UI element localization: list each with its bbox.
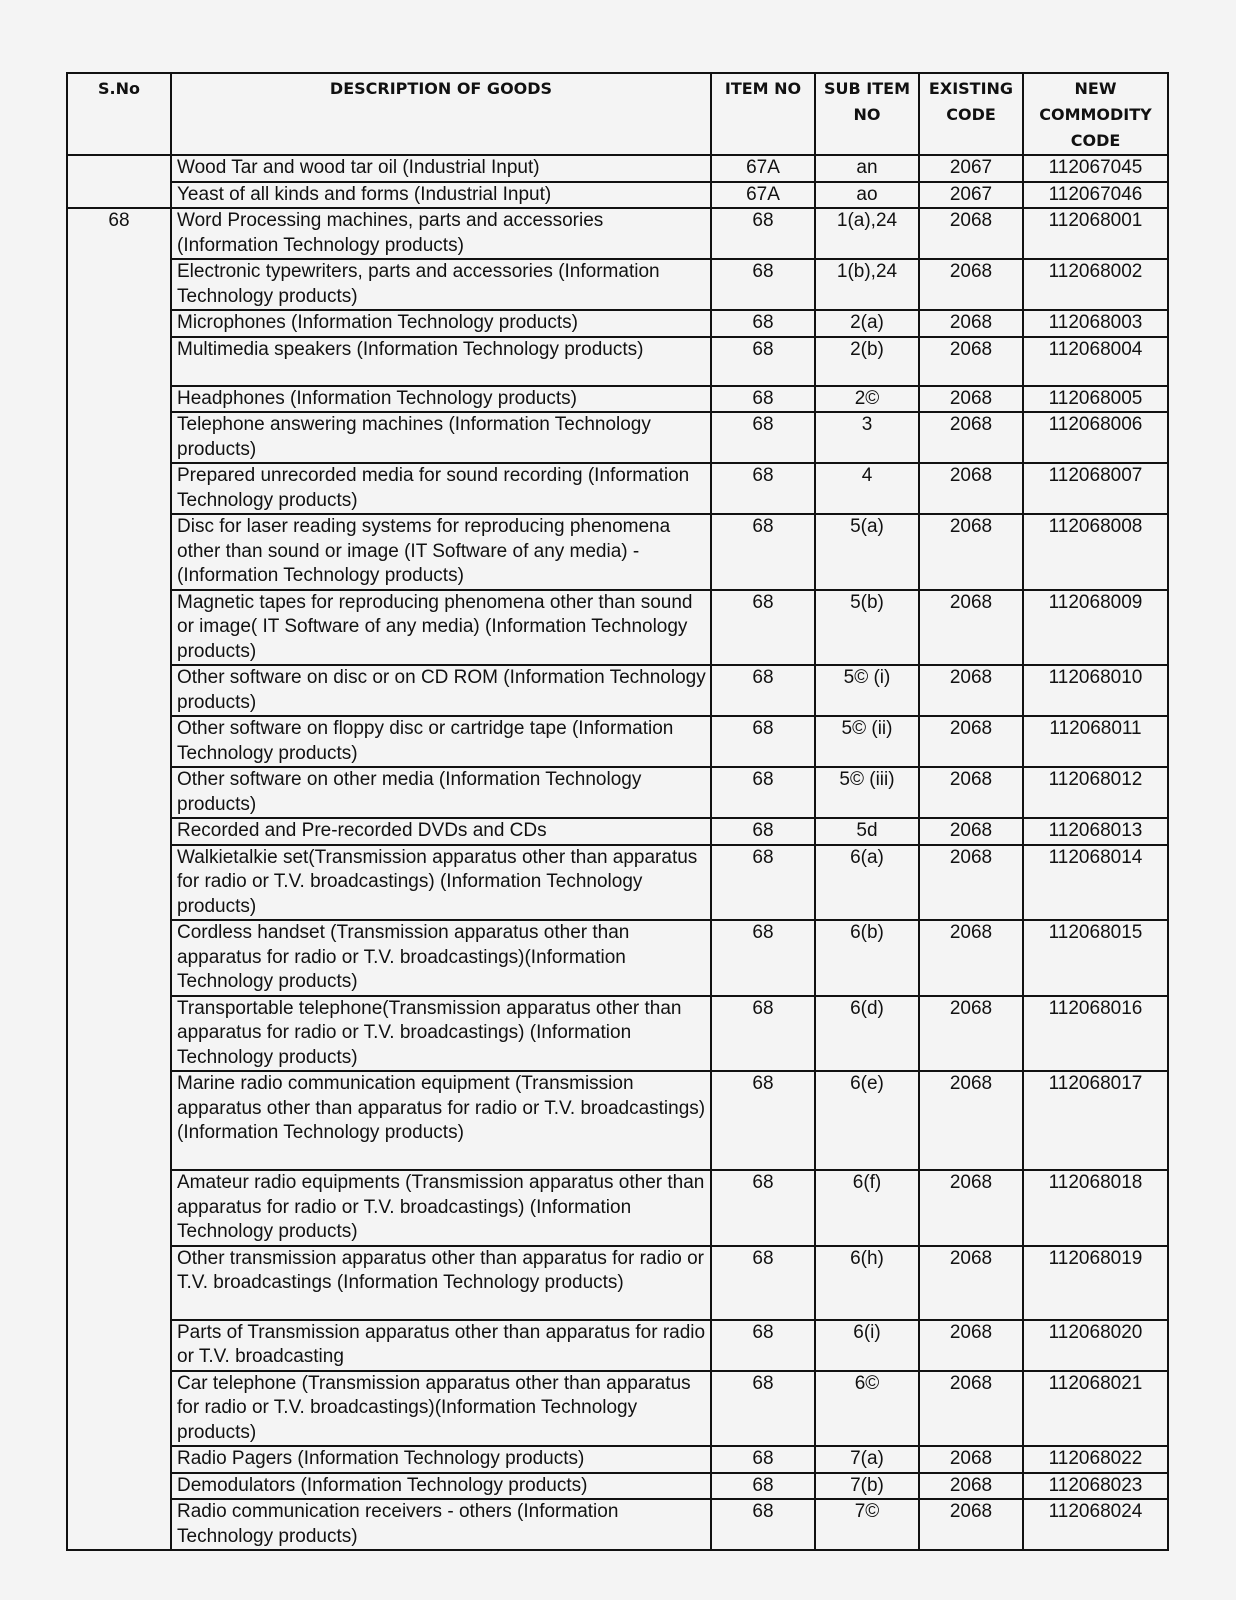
cell-description: Telephone answering machines (Information Technology products) <box>171 412 711 463</box>
table-row <box>67 767 1168 818</box>
cell-new-commodity-code: 112068002 <box>1023 259 1168 310</box>
table-row <box>67 412 1168 463</box>
table-row <box>67 1499 1168 1550</box>
table-row <box>67 386 1168 413</box>
cell-sno <box>67 716 171 767</box>
cell-item-no: 68 <box>711 259 815 310</box>
cell-new-commodity-code: 112068011 <box>1023 716 1168 767</box>
cell-item-no: 68 <box>711 337 815 386</box>
cell-existing-code: 2068 <box>919 208 1023 259</box>
cell-item-no: 68 <box>711 665 815 716</box>
header-existing-code: EXISTING CODE <box>919 73 1023 155</box>
cell-description: Wood Tar and wood tar oil (Industrial Input) <box>171 155 711 182</box>
cell-existing-code: 2068 <box>919 1371 1023 1447</box>
cell-sno <box>67 996 171 1072</box>
cell-new-commodity-code: 112068004 <box>1023 337 1168 386</box>
cell-sub-item-no: 1(a),24 <box>815 208 919 259</box>
cell-existing-code: 2068 <box>919 412 1023 463</box>
cell-new-commodity-code: 112068019 <box>1023 1246 1168 1320</box>
cell-existing-code: 2068 <box>919 1446 1023 1473</box>
cell-new-commodity-code: 112068006 <box>1023 412 1168 463</box>
cell-description: Amateur radio equipments (Transmission apparatus other than apparatus for radio or T.V. broadcastings) (Information Technology products) <box>171 1170 711 1246</box>
cell-new-commodity-code: 112068001 <box>1023 208 1168 259</box>
commodity-code-table-sheet <box>66 72 1167 1551</box>
header-new-commodity-code: NEW COMMODITY CODE <box>1023 73 1168 155</box>
cell-item-no: 68 <box>711 1320 815 1371</box>
cell-item-no: 68 <box>711 716 815 767</box>
cell-description: Marine radio communication equipment (Transmission apparatus other than apparatus for radio or T.V. broadcastings) (Information Technology products) <box>171 1071 711 1170</box>
cell-description: Multimedia speakers (Information Technology products) <box>171 337 711 386</box>
cell-new-commodity-code: 112068015 <box>1023 920 1168 996</box>
cell-item-no: 68 <box>711 386 815 413</box>
table-row <box>67 1170 1168 1246</box>
cell-new-commodity-code: 112068008 <box>1023 514 1168 590</box>
cell-item-no: 68 <box>711 767 815 818</box>
cell-sno <box>67 412 171 463</box>
cell-description: Other transmission apparatus other than apparatus for radio or T.V. broadcastings (Information Technology products) <box>171 1246 711 1320</box>
cell-sno <box>67 386 171 413</box>
cell-existing-code: 2068 <box>919 767 1023 818</box>
cell-sub-item-no: 2(b) <box>815 337 919 386</box>
cell-sub-item-no: 6(f) <box>815 1170 919 1246</box>
cell-description: Yeast of all kinds and forms (Industrial Input) <box>171 182 711 209</box>
cell-description: Headphones (Information Technology products) <box>171 386 711 413</box>
cell-description: Other software on other media (Information Technology products) <box>171 767 711 818</box>
cell-item-no: 68 <box>711 1473 815 1500</box>
cell-new-commodity-code: 112068016 <box>1023 996 1168 1072</box>
cell-new-commodity-code: 112068021 <box>1023 1371 1168 1447</box>
cell-item-no: 67A <box>711 155 815 182</box>
cell-sub-item-no: 1(b),24 <box>815 259 919 310</box>
cell-item-no: 68 <box>711 920 815 996</box>
cell-item-no: 68 <box>711 208 815 259</box>
table-row <box>67 996 1168 1072</box>
cell-new-commodity-code: 112068020 <box>1023 1320 1168 1371</box>
cell-new-commodity-code: 112068017 <box>1023 1071 1168 1170</box>
table-body <box>67 155 1168 1550</box>
cell-existing-code: 2068 <box>919 920 1023 996</box>
cell-description: Electronic typewriters, parts and accessories (Information Technology products) <box>171 259 711 310</box>
cell-sno <box>67 337 171 386</box>
table-row <box>67 208 1168 259</box>
cell-sub-item-no: an <box>815 155 919 182</box>
cell-existing-code: 2067 <box>919 155 1023 182</box>
cell-existing-code: 2068 <box>919 1473 1023 1500</box>
table-row <box>67 1446 1168 1473</box>
cell-sno <box>67 514 171 590</box>
cell-sub-item-no: 5© (iii) <box>815 767 919 818</box>
cell-new-commodity-code: 112067045 <box>1023 155 1168 182</box>
cell-existing-code: 2068 <box>919 310 1023 337</box>
cell-new-commodity-code: 112068012 <box>1023 767 1168 818</box>
cell-existing-code: 2068 <box>919 590 1023 666</box>
cell-item-no: 68 <box>711 1446 815 1473</box>
cell-description: Walkietalkie set(Transmission apparatus other than apparatus for radio or T.V. broadcastings) (Information Technology products) <box>171 845 711 921</box>
table-row <box>67 182 1168 209</box>
cell-existing-code: 2068 <box>919 1246 1023 1320</box>
cell-sub-item-no: 5(a) <box>815 514 919 590</box>
cell-existing-code: 2068 <box>919 1499 1023 1550</box>
cell-sno <box>67 665 171 716</box>
cell-sno <box>67 259 171 310</box>
cell-new-commodity-code: 112068007 <box>1023 463 1168 514</box>
cell-description: Radio communication receivers - others (Information Technology products) <box>171 1499 711 1550</box>
cell-description: Microphones (Information Technology products) <box>171 310 711 337</box>
cell-description: Radio Pagers (Information Technology products) <box>171 1446 711 1473</box>
table-row <box>67 590 1168 666</box>
cell-description: Other software on floppy disc or cartridge tape (Information Technology products) <box>171 716 711 767</box>
cell-sno <box>67 1170 171 1246</box>
header-sub-item-no: SUB ITEM NO <box>815 73 919 155</box>
cell-sub-item-no: 4 <box>815 463 919 514</box>
cell-sno <box>67 1499 171 1550</box>
cell-item-no: 68 <box>711 845 815 921</box>
cell-description: Magnetic tapes for reproducing phenomena other than sound or image( IT Software of any media) (Information Technology products) <box>171 590 711 666</box>
cell-item-no: 67A <box>711 182 815 209</box>
cell-description: Other software on disc or on CD ROM (Information Technology products) <box>171 665 711 716</box>
cell-sno <box>67 920 171 996</box>
cell-existing-code: 2067 <box>919 182 1023 209</box>
cell-existing-code: 2068 <box>919 845 1023 921</box>
cell-existing-code: 2068 <box>919 463 1023 514</box>
cell-existing-code: 2068 <box>919 337 1023 386</box>
cell-sub-item-no: 5(b) <box>815 590 919 666</box>
cell-description: Word Processing machines, parts and accessories (Information Technology products) <box>171 208 711 259</box>
cell-sno <box>67 1473 171 1500</box>
cell-description: Transportable telephone(Transmission apparatus other than apparatus for radio or T.V. broadcastings) (Information Technology products) <box>171 996 711 1072</box>
cell-sno <box>67 845 171 921</box>
cell-new-commodity-code: 112068013 <box>1023 818 1168 845</box>
cell-sno <box>67 1371 171 1447</box>
cell-sub-item-no: 6(a) <box>815 845 919 921</box>
table-row <box>67 716 1168 767</box>
cell-existing-code: 2068 <box>919 386 1023 413</box>
cell-existing-code: 2068 <box>919 259 1023 310</box>
cell-new-commodity-code: 112068003 <box>1023 310 1168 337</box>
cell-item-no: 68 <box>711 1170 815 1246</box>
cell-item-no: 68 <box>711 463 815 514</box>
cell-sub-item-no: 6(d) <box>815 996 919 1072</box>
cell-existing-code: 2068 <box>919 996 1023 1072</box>
cell-sno <box>67 182 171 209</box>
cell-item-no: 68 <box>711 1371 815 1447</box>
cell-description: Recorded and Pre-recorded DVDs and CDs <box>171 818 711 845</box>
cell-item-no: 68 <box>711 412 815 463</box>
cell-new-commodity-code: 112068005 <box>1023 386 1168 413</box>
header-description: DESCRIPTION OF GOODS <box>171 73 711 155</box>
cell-new-commodity-code: 112068014 <box>1023 845 1168 921</box>
cell-sub-item-no: 7© <box>815 1499 919 1550</box>
cell-item-no: 68 <box>711 1246 815 1320</box>
table-row <box>67 920 1168 996</box>
cell-existing-code: 2068 <box>919 1170 1023 1246</box>
cell-sub-item-no: 3 <box>815 412 919 463</box>
cell-sno <box>67 155 171 182</box>
cell-sub-item-no: 5© (i) <box>815 665 919 716</box>
header-item-no: ITEM NO <box>711 73 815 155</box>
table-row <box>67 845 1168 921</box>
table-row <box>67 1071 1168 1170</box>
cell-item-no: 68 <box>711 310 815 337</box>
table-row <box>67 155 1168 182</box>
cell-existing-code: 2068 <box>919 514 1023 590</box>
cell-existing-code: 2068 <box>919 716 1023 767</box>
table-row <box>67 310 1168 337</box>
cell-new-commodity-code: 112068022 <box>1023 1446 1168 1473</box>
cell-sub-item-no: 2(a) <box>815 310 919 337</box>
cell-sub-item-no: 7(a) <box>815 1446 919 1473</box>
cell-sno <box>67 818 171 845</box>
cell-existing-code: 2068 <box>919 1071 1023 1170</box>
cell-new-commodity-code: 112067046 <box>1023 182 1168 209</box>
header-sno: S.No <box>67 73 171 155</box>
table-row <box>67 1246 1168 1320</box>
cell-sno <box>67 463 171 514</box>
cell-new-commodity-code: 112068018 <box>1023 1170 1168 1246</box>
table-row <box>67 337 1168 386</box>
commodity-code-table <box>66 72 1169 1551</box>
table-header <box>67 73 1168 155</box>
cell-item-no: 68 <box>711 1071 815 1170</box>
cell-sno <box>67 1071 171 1170</box>
cell-sub-item-no: 6(i) <box>815 1320 919 1371</box>
table-row <box>67 665 1168 716</box>
table-row <box>67 818 1168 845</box>
table-row <box>67 259 1168 310</box>
cell-sub-item-no: 5d <box>815 818 919 845</box>
cell-description: Car telephone (Transmission apparatus other than apparatus for radio or T.V. broadcastings)(Information Technology products) <box>171 1371 711 1447</box>
table-row <box>67 1371 1168 1447</box>
cell-item-no: 68 <box>711 818 815 845</box>
table-row <box>67 1320 1168 1371</box>
cell-item-no: 68 <box>711 514 815 590</box>
header-row <box>67 73 1168 155</box>
cell-sno <box>67 310 171 337</box>
cell-new-commodity-code: 112068024 <box>1023 1499 1168 1550</box>
cell-description: Cordless handset (Transmission apparatus other than apparatus for radio or T.V. broadcastings)(Information Technology products) <box>171 920 711 996</box>
cell-sub-item-no: 5© (ii) <box>815 716 919 767</box>
cell-sno <box>67 1446 171 1473</box>
cell-sub-item-no: 6(e) <box>815 1071 919 1170</box>
cell-description: Disc for laser reading systems for reproducing phenomena other than sound or image (IT Software of any media) - (Information Technology products) <box>171 514 711 590</box>
table-row <box>67 463 1168 514</box>
cell-item-no: 68 <box>711 590 815 666</box>
cell-description: Prepared unrecorded media for sound recording (Information Technology products) <box>171 463 711 514</box>
cell-sub-item-no: 6(h) <box>815 1246 919 1320</box>
cell-sno <box>67 1246 171 1320</box>
cell-description: Demodulators (Information Technology products) <box>171 1473 711 1500</box>
cell-new-commodity-code: 112068023 <box>1023 1473 1168 1500</box>
cell-sub-item-no: ao <box>815 182 919 209</box>
cell-new-commodity-code: 112068010 <box>1023 665 1168 716</box>
cell-new-commodity-code: 112068009 <box>1023 590 1168 666</box>
cell-description: Parts of Transmission apparatus other than apparatus for radio or T.V. broadcasting <box>171 1320 711 1371</box>
cell-sub-item-no: 7(b) <box>815 1473 919 1500</box>
cell-sno <box>67 590 171 666</box>
cell-sub-item-no: 2© <box>815 386 919 413</box>
cell-existing-code: 2068 <box>919 818 1023 845</box>
cell-item-no: 68 <box>711 996 815 1072</box>
cell-item-no: 68 <box>711 1499 815 1550</box>
cell-sno <box>67 1320 171 1371</box>
cell-sub-item-no: 6(b) <box>815 920 919 996</box>
cell-existing-code: 2068 <box>919 665 1023 716</box>
table-row <box>67 514 1168 590</box>
table-row <box>67 1473 1168 1500</box>
cell-existing-code: 2068 <box>919 1320 1023 1371</box>
cell-sub-item-no: 6© <box>815 1371 919 1447</box>
cell-sno: 68 <box>67 208 171 259</box>
cell-sno <box>67 767 171 818</box>
